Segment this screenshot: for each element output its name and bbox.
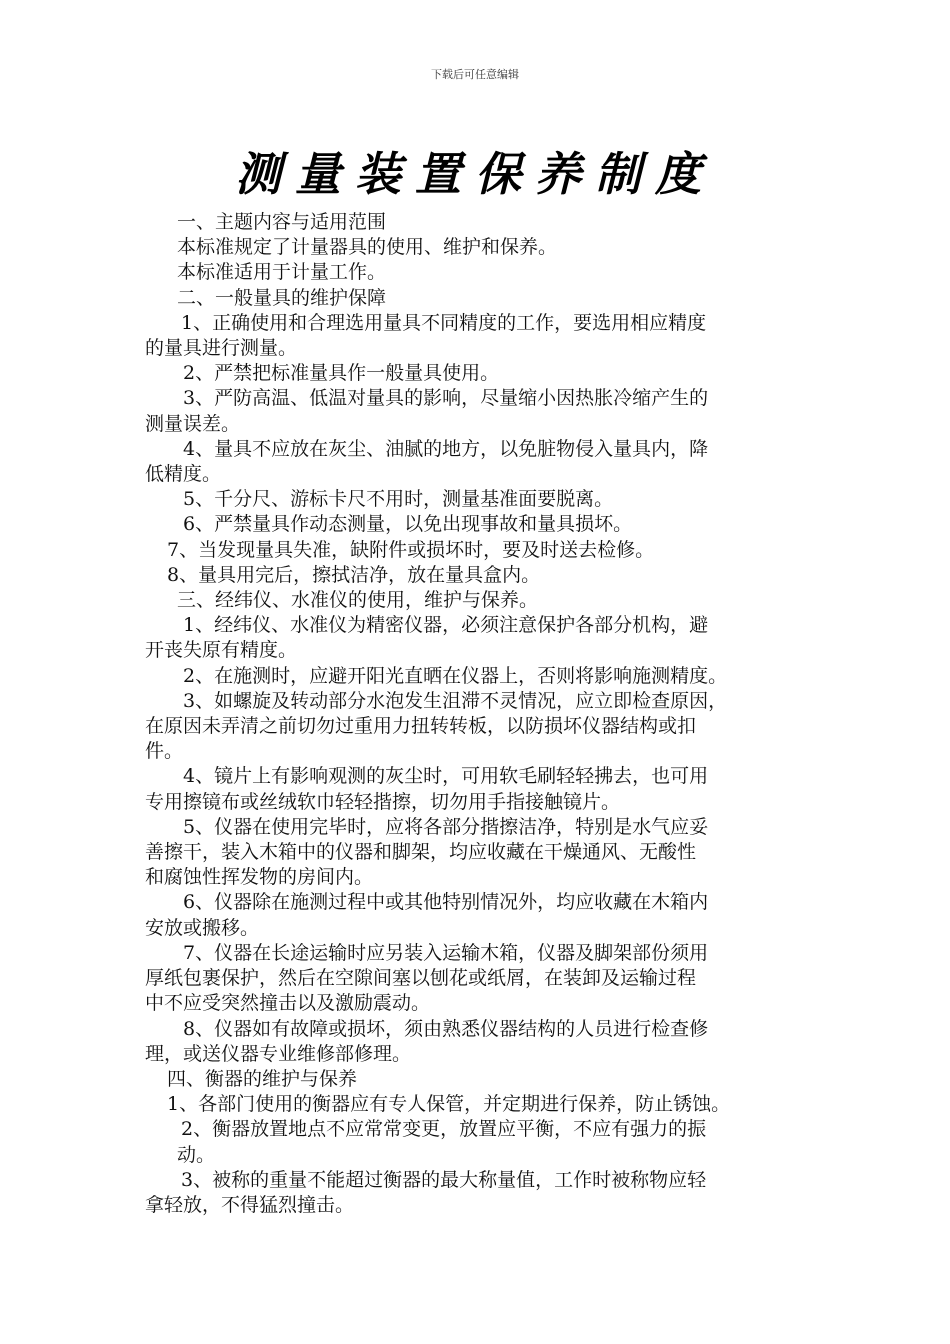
body-line: 在原因未弄清之前切勿过重用力扭转转板，以防损坏仪器结构或扣 [145,715,697,738]
body-line: 6、严禁量具作动态测量，以免出现事故和量具损坏。 [183,513,633,536]
body-line: 7、当发现量具失准，缺附件或损坏时，要及时送去检修。 [167,538,655,561]
body-line: 4、量具不应放在灰尘、油腻的地方，以免脏物侵入量具内，降 [183,437,709,460]
body-line: 安放或搬移。 [145,916,260,939]
body-line: 2、衡器放置地点不应常常变更，放置应平衡，不应有强力的振 [181,1118,707,1141]
body-line: 8、量具用完后，擦拭洁净，放在量具盒内。 [167,563,541,586]
body-line: 一、主题内容与适用范围 [177,211,387,233]
body-line: 测量误差。 [145,412,241,435]
body-line: 本标准规定了计量器具的使用、维护和保养。 [177,236,558,259]
body-line: 厚纸包裹保护，然后在空隙间塞以刨花或纸屑，在装卸及运输过程 [145,967,697,990]
body-line: 和腐蚀性挥发物的房间内。 [145,866,374,889]
body-line: 1、经纬仪、水准仪为精密仪器，必须注意保护各部分机构，避 [183,614,709,637]
document-title: 测量装置保养制度 [235,147,715,201]
body-line: 3、被称的重量不能超过衡器的最大称量值，工作时被称物应轻 [181,1168,707,1191]
body-line: 件。 [145,740,184,763]
body-line: 三、经纬仪、水准仪的使用，维护与保养。 [177,589,539,612]
body-line: 3、严防高温、低温对量具的影响，尽量缩小因热胀冷缩产生的 [183,387,709,410]
body-line: 专用擦镜布或丝绒软巾轻轻揩擦，切勿用手指接触镜片。 [145,790,621,813]
body-line: 7、仪器在长途运输时应另装入运输木箱，仪器及脚架部份须用 [183,941,709,964]
body-line: 2、严禁把标准量具作一般量具使用。 [183,362,500,385]
body-line: 拿轻放，不得猛烈撞击。 [145,1193,355,1216]
body-line: 开丧失原有精度。 [145,639,298,662]
body-line: 5、仪器在使用完毕时，应将各部分揩擦洁净，特别是水气应妥 [183,815,709,838]
body-line: 8、仪器如有故障或损坏，须由熟悉仪器结构的人员进行检查修 [183,1017,709,1040]
body-line: 5、千分尺、游标卡尺不用时，测量基准面要脱离。 [183,488,614,511]
body-line: 理，或送仪器专业维修部修理。 [145,1042,412,1065]
body-line: 动。 [177,1143,216,1166]
body-line: 的量具进行测量。 [145,337,298,360]
body-line: 四、衡器的维护与保养 [167,1067,358,1090]
body-line: 4、镜片上有影响观测的灰尘时，可用软毛刷轻轻拂去，也可用 [183,765,709,788]
document-body [145,210,810,1218]
body-line: 1、各部门使用的衡器应有专人保管，并定期进行保养，防止锈蚀。 [167,1093,731,1116]
body-line: 二、一般量具的维护保障 [177,286,387,309]
body-line: 2、在施测时，应避开阳光直晒在仪器上，否则将影响施测精度。 [183,664,728,687]
body-line: 1、正确使用和合理选用量具不同精度的工作，要选用相应精度 [181,311,707,334]
body-line: 中不应受突然撞击以及激励震动。 [145,992,431,1015]
page-header-note: 下载后可任意编辑 [431,68,519,81]
body-line: 善擦干，装入木箱中的仪器和脚架，均应收藏在干燥通风、无酸性 [145,841,697,864]
body-line: 本标准适用于计量工作。 [177,261,387,284]
body-line: 低精度。 [145,463,222,486]
body-line: 6、仪器除在施测过程中或其他特别情况外，均应收藏在木箱内 [183,891,709,914]
body-line: 3、如螺旋及转动部分水泡发生沮滞不灵情况，应立即检查原因， [183,689,728,712]
